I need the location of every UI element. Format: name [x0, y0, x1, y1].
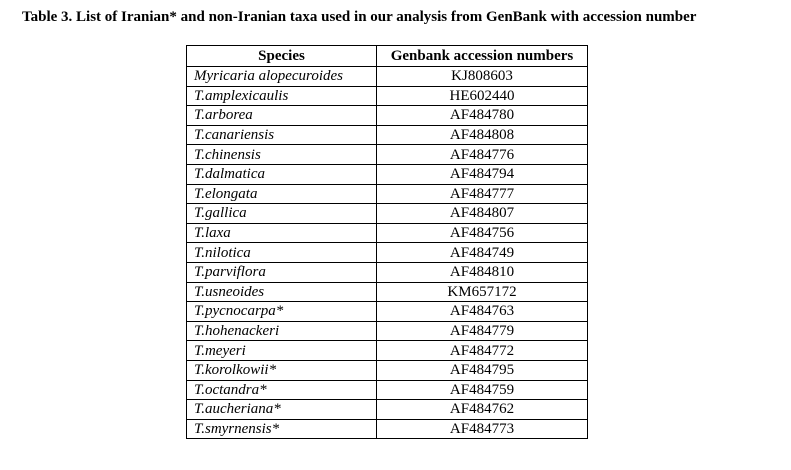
species-cell: T.usneoides — [187, 282, 377, 302]
species-cell: T.korolkowii* — [187, 360, 377, 380]
accession-cell: AF484794 — [377, 164, 588, 184]
table-row — [187, 400, 588, 420]
table-row — [187, 380, 588, 400]
table-row — [187, 145, 588, 165]
table-row — [187, 262, 588, 282]
table-row — [187, 282, 588, 302]
species-cell: T.dalmatica — [187, 164, 377, 184]
table-row — [187, 204, 588, 224]
table-row — [187, 243, 588, 263]
table-row — [187, 302, 588, 322]
accession-cell: AF484763 — [377, 302, 588, 322]
species-cell: T.meyeri — [187, 341, 377, 361]
species-column-header: Species — [187, 46, 377, 67]
species-cell: T.octandra* — [187, 380, 377, 400]
species-cell: T.parviflora — [187, 262, 377, 282]
accession-cell: AF484807 — [377, 204, 588, 224]
accession-cell: AF484780 — [377, 106, 588, 126]
accession-cell: AF484756 — [377, 223, 588, 243]
species-cell: T.amplexicaulis — [187, 86, 377, 106]
accession-cell: AF484779 — [377, 321, 588, 341]
table-row — [187, 106, 588, 126]
species-cell: T.pycnocarpa* — [187, 302, 377, 322]
table-row — [187, 184, 588, 204]
species-cell: T.nilotica — [187, 243, 377, 263]
species-cell: T.elongata — [187, 184, 377, 204]
species-cell: Myricaria alopecuroides — [187, 67, 377, 87]
table-body — [187, 67, 588, 439]
accession-cell: HE602440 — [377, 86, 588, 106]
table-row — [187, 164, 588, 184]
accession-cell: AF484795 — [377, 360, 588, 380]
species-cell: T.gallica — [187, 204, 377, 224]
table-row — [187, 86, 588, 106]
species-cell: T.laxa — [187, 223, 377, 243]
accession-cell: AF484810 — [377, 262, 588, 282]
species-cell: T.chinensis — [187, 145, 377, 165]
table-header-row — [187, 46, 588, 67]
species-cell: T.arborea — [187, 106, 377, 126]
table-row — [187, 419, 588, 439]
accession-cell: AF484808 — [377, 125, 588, 145]
species-cell: T.aucheriana* — [187, 400, 377, 420]
table-row — [187, 223, 588, 243]
accession-column-header: Genbank accession numbers — [377, 46, 588, 67]
table-row — [187, 67, 588, 87]
species-cell: T.hohenackeri — [187, 321, 377, 341]
accession-cell: AF484759 — [377, 380, 588, 400]
species-cell: T.smyrnensis* — [187, 419, 377, 439]
table-row — [187, 321, 588, 341]
table-caption: Table 3. List of Iranian* and non-Iranian taxa used in our analysis from GenBank with accession number — [22, 9, 697, 25]
species-cell: T.canariensis — [187, 125, 377, 145]
accession-cell: AF484762 — [377, 400, 588, 420]
accession-cell: AF484749 — [377, 243, 588, 263]
table-row — [187, 125, 588, 145]
taxa-table — [186, 45, 588, 439]
table-row — [187, 360, 588, 380]
accession-cell: AF484772 — [377, 341, 588, 361]
accession-cell: AF484773 — [377, 419, 588, 439]
accession-cell: KJ808603 — [377, 67, 588, 87]
accession-cell: AF484777 — [377, 184, 588, 204]
accession-cell: KM657172 — [377, 282, 588, 302]
table-row — [187, 341, 588, 361]
accession-cell: AF484776 — [377, 145, 588, 165]
